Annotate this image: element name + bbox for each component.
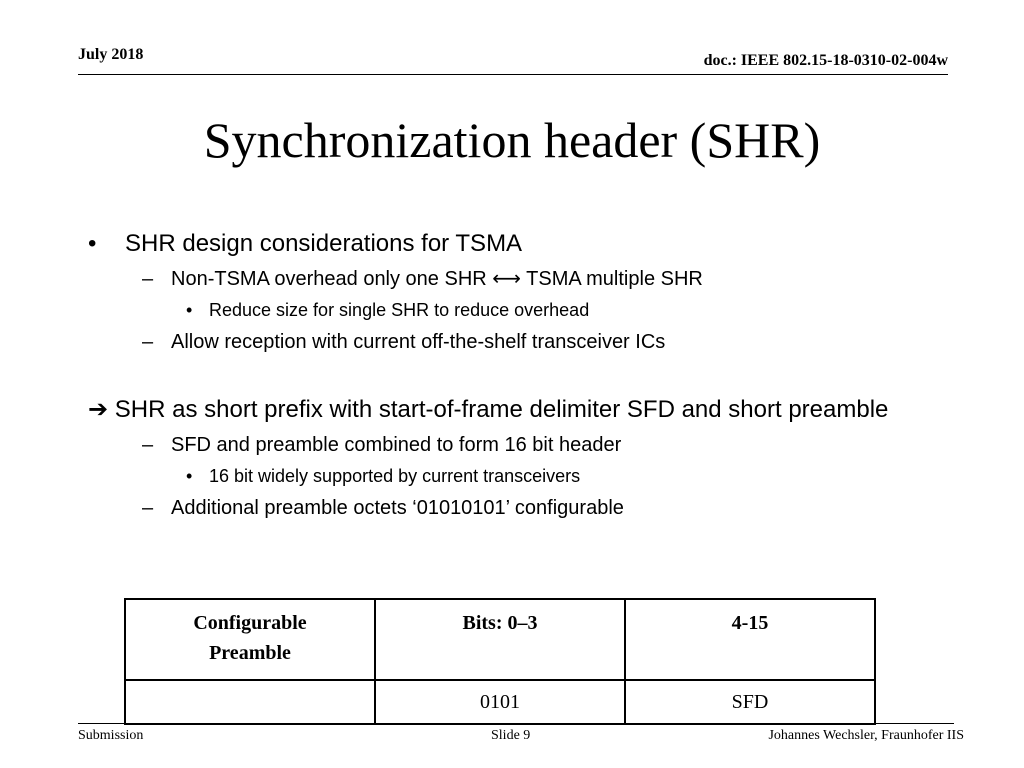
sub-sub-bullet-reduce-size	[88, 297, 938, 323]
sub-sub-bullet-16-bit	[88, 463, 938, 489]
conclusion-text: SHR as short prefix with start-of-frame delimiter SFD and short preamble	[108, 396, 889, 423]
bullet-dot-icon: •	[88, 230, 97, 257]
sub-bullet-text: Allow reception with current off-the-shelf transceiver ICs	[171, 331, 666, 353]
bullet-shr-design	[88, 228, 938, 260]
table-cell: SFD	[625, 680, 875, 724]
bullet-dot-icon: •	[186, 466, 193, 486]
shr-structure-table	[124, 598, 876, 725]
sub-bullet-overhead	[88, 264, 938, 294]
bullet-dot-icon: •	[186, 300, 193, 320]
right-arrow-icon: ➔	[88, 396, 109, 423]
sub-bullet-text: SFD and preamble combined to form 16 bit header	[171, 434, 622, 456]
sub-sub-bullet-text: Reduce size for single SHR to reduce overhead	[209, 300, 590, 320]
table-header-row	[125, 599, 875, 680]
footer-divider	[78, 723, 954, 724]
header-doc-id: doc.: IEEE 802.15-18-0310-02-004w	[703, 52, 948, 69]
table-cell: 0101	[375, 680, 625, 724]
dash-icon: –	[142, 497, 154, 519]
header-divider	[78, 74, 948, 75]
header-date: July 2018	[78, 46, 144, 63]
dash-icon: –	[142, 331, 154, 353]
sub-bullet-text: Non-TSMA overhead only one SHR ⟷ TSMA multiple SHR	[171, 268, 703, 290]
header-line: Preamble	[209, 642, 291, 664]
footer-submission: Submission	[78, 728, 144, 743]
sub-bullet-additional-preamble	[88, 493, 938, 523]
header-line: Configurable	[193, 612, 307, 634]
sub-bullet-sfd-combined	[88, 430, 938, 460]
table-header-bits: Bits: 0–3	[375, 599, 625, 680]
table-header-bits-4-15: 4-15	[625, 599, 875, 680]
conclusion-paragraph	[88, 393, 938, 426]
sub-bullet-text: Additional preamble octets ‘01010101’ configurable	[171, 497, 624, 519]
footer-slide-number: Slide 9	[491, 728, 531, 743]
slide-body	[88, 228, 938, 523]
table-header-configurable-preamble	[125, 599, 375, 680]
bullet-text: SHR design considerations for TSMA	[125, 230, 523, 257]
dash-icon: –	[142, 434, 154, 456]
table-row	[125, 680, 875, 724]
slide-title: Synchronization header (SHR)	[203, 112, 821, 168]
dash-icon: –	[142, 268, 154, 290]
sub-sub-bullet-text: 16 bit widely supported by current transceivers	[209, 466, 581, 486]
sub-bullet-reception	[88, 327, 938, 357]
footer-author: Johannes Wechsler, Fraunhofer IIS	[768, 728, 964, 743]
table-cell	[125, 680, 375, 724]
